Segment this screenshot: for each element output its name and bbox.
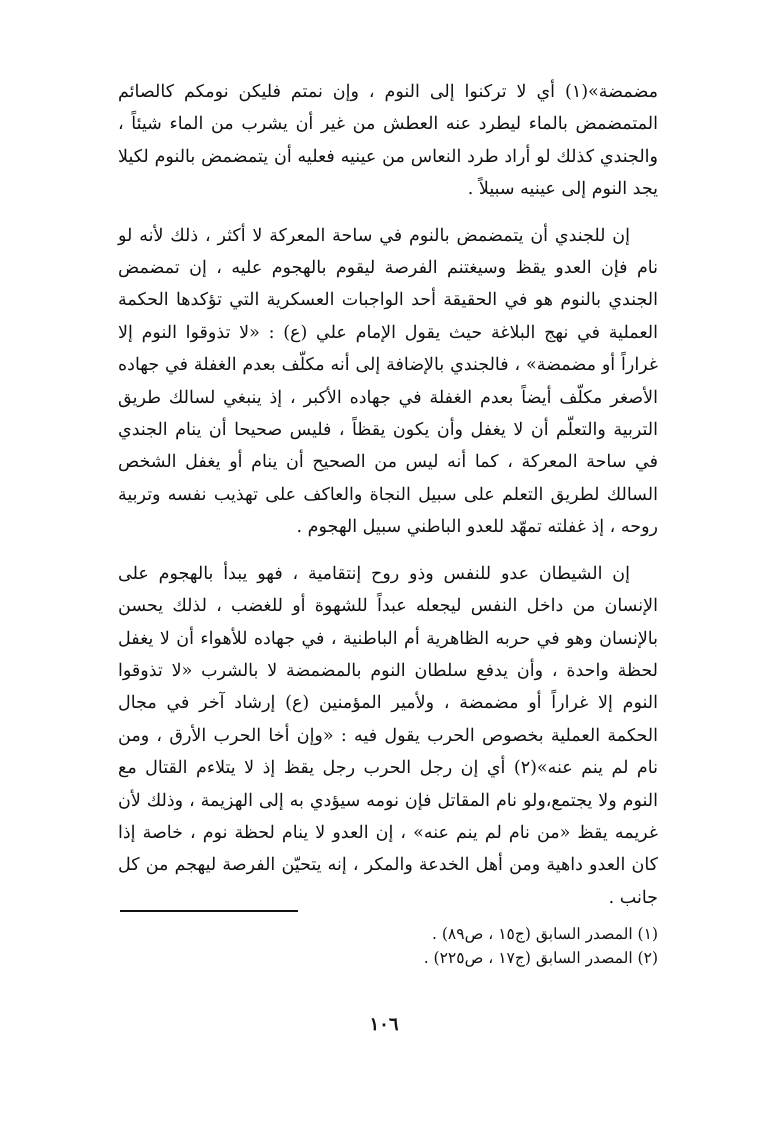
footnote-separator bbox=[120, 910, 298, 912]
body-text bbox=[118, 76, 658, 914]
paragraph-3: إن الشيطان عدو للنفس وذو روح إنتقامية ، فهو يبدأ بالهجوم على الإنسان من داخل النفس ليجعله عبداً للشهوة أو للغضب ، لذلك يحسن بالإنسان وهو في حربه الظاهرية أم الباطنية ، في جهاده للأهواء أن لا يغفل لحظة واحدة ، وأن يدفع سلطان النوم بالمضمضة لا بالشرب «لا تذوقوا النوم إلا غراراً أو مضمضة ، ولأمير المؤمنين (ع) إرشاد آخر في مجال الحكمة العملية بخصوص الحرب يقول فيه : «وإن أخا الحرب الأرق ، ومن نام لم ينم عنه»(٢) أي إن رجل الحرب رجل يقظ إذ لا يتلاءم القتال مع النوم ولا يجتمع،ولو نام المقاتل فإن نومه سيؤدي به إلى الهزيمة ، وذلك لأن غريمه يقظ «من نام لم ينم عنه» ، إن العدو لا ينام لحظة نوم ، خاصة إذا كان العدو داهية ومن أهل الخدعة والمكر ، إنه يتحيّن الفرصة ليهجم من كل جانب . bbox=[118, 563, 658, 908]
footnote-1: (١) المصدر السابق (ج١٥ ، ص٨٩) . bbox=[432, 925, 658, 943]
paragraph-1: مضمضة»(١) أي لا تركنوا إلى النوم ، وإن نمتم فليكن نومكم كالصائم المتمضمض بالماء ليطرد عنه العطش من غير أن يشرب من الماء شيئاً ، والجندي كذلك لو أراد طرد النعاس من عينيه فعليه أن يتمضمض بالنوم لكيلا يجد النوم إلى عينيه سبيلاً . bbox=[118, 82, 658, 200]
page-number: ١٠٦ bbox=[369, 1014, 399, 1035]
footnotes bbox=[118, 922, 658, 970]
footnote-2: (٢) المصدر السابق (ج١٧ ، ص٢٢٥) . bbox=[423, 949, 658, 967]
paragraph-2: إن للجندي أن يتمضمض بالنوم في ساحة المعركة لا أكثر ، ذلك لأنه لو نام فإن العدو يقظ وسيغتنم الفرصة ليقوم بالهجوم عليه ، إن تمضمض الجندي بالنوم هو في الحقيقة أحد الواجبات العسكرية التي تؤكدها الحكمة العملية في نهج البلاغة حيث يقول الإمام علي (ع) : «لا تذوقوا النوم إلا غراراً أو مضمضة» ، فالجندي بالإضافة إلى أنه مكلّف بعدم الغفلة في جهاده الأصغر مكلّف أيضاً بعدم الغفلة في جهاده الأكبر ، إذ ينبغي لسالك طريق التربية والتعلّم أن لا يغفل وأن يكون يقظاً ، فليس صحيحا أن ينام الجندي في ساحة المعركة ، كما أنه ليس من الصحيح أن ينام أو يغفل الشخص السالك لطريق التعلم على سبيل النجاة والعاكف على تهذيب نفسه وتربية روحه ، إذ غفلته تمهّد للعدو الباطني سبيل الهجوم . bbox=[118, 225, 658, 538]
